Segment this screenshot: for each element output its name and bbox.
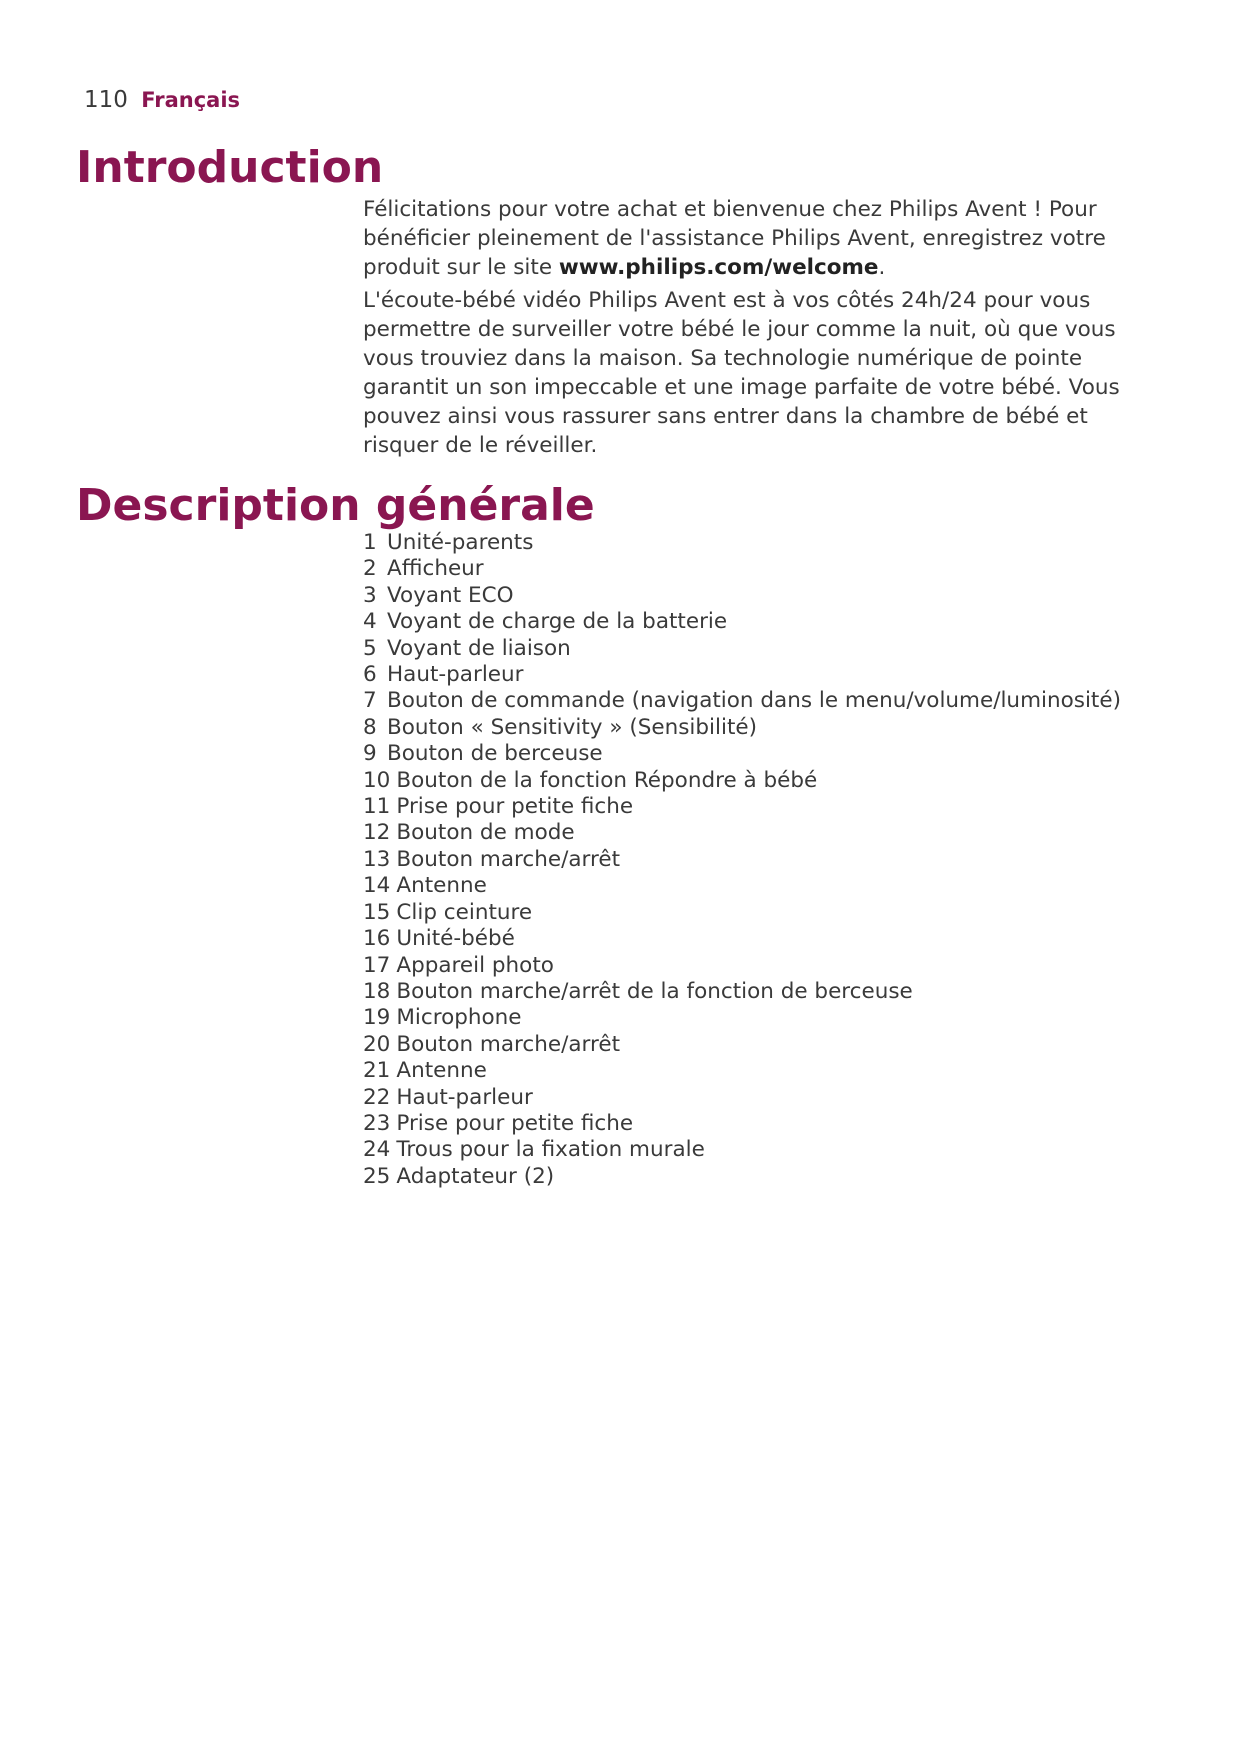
introduction-title: Introduction <box>76 142 384 193</box>
item-number: 8 <box>363 714 377 740</box>
introduction-body <box>363 195 1163 464</box>
introduction-paragraph-1-end: . <box>878 255 886 280</box>
introduction-paragraph-2: L'écoute-bébé vidéo Philips Avent est à vos côtés 24h/24 pour vous permettre de surveiller votre bébé le jour comme la nuit, où que vous vous trouviez dans la maison. Sa technologie numérique de pointe garantit un son impeccable et une image parfaite de votre bébé. Vous pouvez ainsi vous rassurer sans entrer dans la chambre de bébé et risquer de le réveiller. <box>363 288 1120 458</box>
description-title: Description générale <box>76 480 595 531</box>
item-label: Voyant ECO <box>387 582 514 608</box>
item-number: 16 <box>363 926 391 952</box>
list-item <box>363 953 1121 979</box>
item-label: Voyant de charge de la batterie <box>387 609 728 635</box>
list-item <box>363 1085 1121 1111</box>
item-label: Haut-parleur <box>387 662 524 688</box>
list-item <box>363 530 1121 556</box>
item-label: Prise pour petite fiche <box>396 794 634 820</box>
item-label: Prise pour petite fiche <box>396 1110 634 1136</box>
item-number: 13 <box>363 846 391 872</box>
item-number: 17 <box>363 952 391 978</box>
item-number: 14 <box>363 873 391 899</box>
list-item <box>363 636 1121 662</box>
list-item <box>363 609 1121 635</box>
item-number: 5 <box>363 635 377 661</box>
item-label: Antenne <box>396 873 487 899</box>
item-number: 18 <box>363 978 391 1004</box>
website-link[interactable]: www.philips.com/welcome <box>558 255 879 280</box>
list-item <box>363 768 1121 794</box>
introduction-paragraph-1 <box>363 195 1163 282</box>
item-number: 7 <box>363 688 377 714</box>
list-item <box>363 688 1121 714</box>
list-item <box>363 556 1121 582</box>
item-number: 2 <box>363 556 377 582</box>
item-number: 23 <box>363 1110 391 1136</box>
item-number: 25 <box>363 1163 391 1189</box>
list-item <box>363 794 1121 820</box>
item-number: 4 <box>363 609 377 635</box>
introduction-paragraph-1-text: Félicitations pour votre achat et bienvenue chez Philips Avent ! Pour bénéficier pleinement de l'assistance Philips Avent, enregistrez votre produit sur le site <box>363 197 1106 280</box>
item-number: 21 <box>363 1058 391 1084</box>
item-label: Voyant de liaison <box>387 635 571 661</box>
item-label: Bouton marche/arrêt <box>396 846 620 872</box>
item-label: Microphone <box>396 1005 522 1031</box>
item-number: 22 <box>363 1084 391 1110</box>
item-number: 11 <box>363 794 391 820</box>
list-item <box>363 926 1121 952</box>
list-item <box>363 1111 1121 1137</box>
item-label: Bouton « Sensitivity » (Sensibilité) <box>387 714 757 740</box>
item-number: 24 <box>363 1137 391 1163</box>
item-label: Clip ceinture <box>396 899 533 925</box>
list-item <box>363 1005 1121 1031</box>
item-label: Bouton de commande (navigation dans le menu/volume/luminosité) <box>387 688 1121 714</box>
item-label: Unité-bébé <box>396 926 515 952</box>
item-label: Bouton marche/arrêt <box>396 1031 620 1057</box>
list-item <box>363 820 1121 846</box>
list-item <box>363 979 1121 1005</box>
list-item <box>363 1058 1121 1084</box>
item-label: Appareil photo <box>396 952 554 978</box>
list-item <box>363 873 1121 899</box>
item-number: 6 <box>363 662 377 688</box>
page-number: 110 <box>84 87 128 113</box>
item-number: 3 <box>363 582 377 608</box>
item-number: 12 <box>363 820 391 846</box>
item-label: Bouton de la fonction Répondre à bébé <box>396 767 818 793</box>
item-label: Antenne <box>396 1058 487 1084</box>
item-number: 19 <box>363 1005 391 1031</box>
list-item <box>363 1137 1121 1163</box>
item-label: Unité-parents <box>387 530 534 555</box>
list-item <box>363 847 1121 873</box>
item-label: Bouton de berceuse <box>387 741 603 767</box>
list-item <box>363 715 1121 741</box>
item-number: 15 <box>363 899 391 925</box>
list-item <box>363 900 1121 926</box>
item-number: 20 <box>363 1031 391 1057</box>
item-number: 9 <box>363 741 377 767</box>
list-item <box>363 1032 1121 1058</box>
header-language: Français <box>141 88 241 112</box>
item-number: 1 <box>363 530 377 555</box>
list-item <box>363 662 1121 688</box>
item-label: Adaptateur (2) <box>396 1163 555 1189</box>
item-label: Trous pour la fixation murale <box>396 1137 705 1163</box>
list-item <box>363 741 1121 767</box>
list-item <box>363 583 1121 609</box>
item-label: Bouton de mode <box>396 820 575 846</box>
list-item <box>363 1164 1121 1190</box>
page-header <box>84 86 240 114</box>
item-number: 10 <box>363 767 391 793</box>
item-label: Haut-parleur <box>396 1084 533 1110</box>
item-label: Afficheur <box>387 556 484 582</box>
parts-list <box>363 530 1121 1190</box>
item-label: Bouton marche/arrêt de la fonction de berceuse <box>396 978 913 1004</box>
